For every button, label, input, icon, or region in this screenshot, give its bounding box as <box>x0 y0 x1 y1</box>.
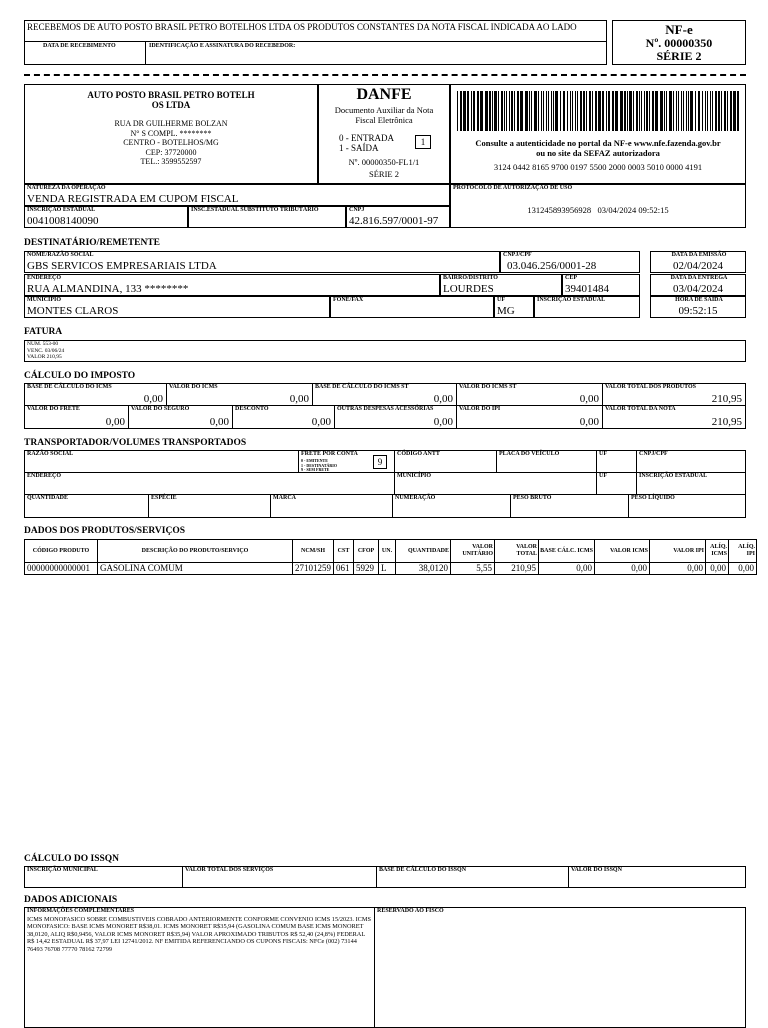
danfe-box <box>318 84 450 184</box>
barcode-bar <box>577 91 578 131</box>
natureza-value: VENDA REGISTRADA EM CUPOM FISCAL <box>27 193 239 205</box>
barcode-bar <box>457 91 458 131</box>
barcode-bar <box>718 91 720 131</box>
iest-field: INSC.ESTADUAL SUBSTITUTO TRIBUTÁRIO <box>188 206 346 228</box>
imposto-title: CÁLCULO DO IMPOSTO <box>24 371 136 381</box>
barcode-bar <box>644 91 645 131</box>
barcode-bar <box>636 91 638 131</box>
protocolo-value: 131245893956928 03/04/2024 09:52:15 <box>527 205 669 215</box>
protocolo-field: PROTOCOLO DE AUTORIZAÇÃO DE USO 131245893956928 03/04/2024 09:52:15 <box>450 184 746 228</box>
produtos-cell: 061 <box>334 563 354 575</box>
canhoto-text: RECEBEMOS DE AUTO POSTO BRASIL PETRO BOTELHOS LTDA OS PRODUTOS CONSTANTES DA NOTA FISCAL INDICADA AO LADO <box>27 22 577 32</box>
barcode-bar <box>489 91 491 131</box>
produtos-cell: 00000000000001 <box>25 563 98 575</box>
barcode-bar <box>583 91 585 131</box>
barcode-bar <box>534 91 537 131</box>
barcode-bar <box>551 91 552 131</box>
barcode-bar <box>664 91 665 131</box>
barcode-bar <box>646 91 648 131</box>
dest-ie: INSCRIÇÃO ESTADUAL <box>534 296 640 318</box>
barcode-bar <box>555 91 558 131</box>
produtos-cell: 210,95 <box>495 563 539 575</box>
barcode-bar <box>681 91 682 131</box>
barcode-bar <box>688 91 689 131</box>
barcode-bar <box>612 91 614 131</box>
barcode-bar <box>463 91 466 131</box>
adicionais-box: INFORMAÇÕES COMPLEMENTARES ICMS MONOFASICO SOBRE COMBUSTIVEIS COBRADO ANTERIORMENTE CONFORME CONVENIO ICMS 15/2023. ICMS MONOFASICO: BASE ICMS MONORET R$38,01. ICMS MONORET R$35,94 (GASOLINA COMUM BASE ICMS MONORET 38,0120, ALIQ R$0,9456, VALOR ICMS MONORET R$35,94) VALOR APROXIMADO TRIBUTOS R$ 52,40 (24,8%) FEDERAL R$ 14,42 ESTADUAL R$ 37,97 LEI 12741/2012. NF EMITIDA REFERENCIANDO OS CUPONS FISCAIS: NFCe (002) 73144 76493 76708 77770 78162 72799 RESERVADO AO FISCO <box>24 907 746 1028</box>
barcode-bar <box>514 91 515 131</box>
barcode-bar <box>690 91 693 131</box>
table-row <box>25 563 757 575</box>
barcode-bar <box>727 91 728 131</box>
barcode-bar <box>460 91 462 131</box>
barcode-bar <box>504 91 505 131</box>
barcode-bar <box>492 91 493 131</box>
barcode-bar <box>686 91 687 131</box>
danfe-serie: SÉRIE 2 <box>369 169 399 179</box>
barcode-bar <box>473 91 475 131</box>
emitente-box <box>24 84 318 184</box>
barcode-bar <box>548 91 549 131</box>
produtos-cell: 27101259 <box>293 563 334 575</box>
barcode-bar <box>705 91 706 131</box>
barcode-bar <box>572 91 573 131</box>
dest-municipio: MUNICÍPIO MONTES CLAROS <box>24 296 330 318</box>
barcode-bar <box>520 91 523 131</box>
produtos-header-cell: VALOR ICMS <box>595 540 650 563</box>
barcode-bar <box>624 91 626 131</box>
barcode-bar <box>715 91 717 131</box>
barcode-bar <box>655 91 658 131</box>
barcode-bar <box>563 91 565 131</box>
barcode-bar <box>608 91 610 131</box>
dest-endereco: ENDEREÇO RUA ALMANDINA, 133 ******** <box>24 274 440 296</box>
produtos-cell: 5929 <box>354 563 379 575</box>
barcode-bar <box>546 91 547 131</box>
barcode-bar <box>595 91 597 131</box>
imposto-box: BASE DE CÁLCULO DO ICMS 0,00 VALOR DO ICMS 0,00 BASE DE CÁLCULO DO ICMS ST 0,00 VALOR DO ICMS ST 0,00 VALOR TOTAL DOS PRODUTOS 210,95 VALOR DO FRETE 0,00 VALOR DO SEGURO 0,00 DESCONTO 0,00 OUTRAS DESPESAS ACESSÓRIAS 0,00 VALOR DO IPI 0,00 VALOR TOTAL DA NOTA 210,95 <box>24 383 746 429</box>
produtos-title: DADOS DOS PRODUTOS/SERVIÇOS <box>24 526 186 536</box>
produtos-header-cell: DESCRIÇÃO DO PRODUTO/SERVIÇO <box>98 540 293 563</box>
produtos-table <box>24 539 757 575</box>
barcode-bar <box>669 91 672 131</box>
fatura-title: FATURA <box>24 327 63 337</box>
barcode-bar <box>531 91 532 131</box>
barcode-bar <box>586 91 587 131</box>
barcode-bar <box>702 91 703 131</box>
issqn-box: INSCRIÇÃO MUNICIPAL VALOR TOTAL DOS SERVIÇOS BASE DE CÁLCULO DO ISSQN VALOR DO ISSQN <box>24 866 746 888</box>
produtos-header-cell: NCM/SH <box>293 540 334 563</box>
dest-fone: FONE/FAX <box>330 296 494 318</box>
barcode-bar <box>641 91 642 131</box>
danfe-numero: Nº. 00000350-FL1/1 <box>348 157 420 167</box>
barcode-bar <box>710 91 711 131</box>
produtos-header-cell: ALÍQ. ICMS <box>706 540 729 563</box>
canhoto <box>24 20 607 65</box>
produtos-cell: L <box>379 563 396 575</box>
danfe-tipo: 1 <box>415 135 431 149</box>
dest-emissao: DATA DA EMISSÃO 02/04/2024 <box>650 251 746 273</box>
data-recebimento-label: DATA DE RECEBIMENTO <box>43 43 116 49</box>
barcode-bar <box>541 91 542 131</box>
cnpj-field: CNPJ 42.816.597/0001-97 <box>346 206 450 228</box>
produtos-header-cell: ALÍQ. IPI <box>729 540 757 563</box>
barcode-bar <box>724 91 726 131</box>
produtos-cell: 0,00 <box>729 563 757 575</box>
barcode-bar <box>543 91 544 131</box>
emitente-address: RUA DR GUILHERME BOLZAN N° S COMPL. ******** CENTRO - BOTELHOS/MG CEP: 37720000 TEL.: 3599552597 <box>114 119 228 166</box>
barcode-bar <box>629 91 632 131</box>
danfe-saida: 1 - SAÍDA <box>339 143 379 153</box>
produtos-header-cell: BASE CÁLC. ICMS <box>539 540 595 563</box>
nfe-label: NF-e <box>665 22 693 37</box>
produtos-cell: 0,00 <box>595 563 650 575</box>
barcode-bar <box>633 91 634 131</box>
barcode-bar <box>627 91 628 131</box>
barcode-bar <box>602 91 604 131</box>
produtos-header-cell: CFOP <box>354 540 379 563</box>
barcode-bar <box>673 91 674 131</box>
barcode-bar <box>737 91 739 131</box>
cnpj-value: 42.816.597/0001-97 <box>349 215 439 227</box>
danfe-subtitle: Documento Auxiliar da Nota Fiscal Eletrônica <box>334 105 434 125</box>
danfe-entrada: 0 - ENTRADA <box>339 133 394 143</box>
barcode-bar <box>712 91 713 131</box>
barcode-bar <box>707 91 708 131</box>
dest-cnpj: CNPJ/CPF 03.046.256/0001-28 <box>500 251 640 273</box>
fatura-box: NUM. 553-00 VENC. 03/06/24 VALOR 210,95 <box>24 340 746 362</box>
barcode-bar <box>580 91 582 131</box>
barcode-bar <box>477 91 479 131</box>
produtos-cell: 0,00 <box>650 563 706 575</box>
frete-value: 9 <box>373 455 387 469</box>
ie-field: INSCRIÇÃO ESTADUAL 0041008140090 <box>24 206 188 228</box>
barcode-bar <box>494 91 497 131</box>
issqn-title: CÁLCULO DO ISSQN <box>24 854 120 864</box>
transp-title: TRANSPORTADOR/VOLUMES TRANSPORTADOS <box>24 438 247 448</box>
barcode-bar <box>511 91 513 131</box>
barcode-bar <box>529 91 530 131</box>
emitente-name: AUTO POSTO BRASIL PETRO BOTELH OS LTDA <box>87 90 255 110</box>
barcode-bar <box>553 91 554 131</box>
barcode-bar <box>660 91 663 131</box>
barcode-bar <box>598 91 601 131</box>
barcode-bar <box>509 91 510 131</box>
produtos-header-cell: CST <box>334 540 354 563</box>
nfe-serie: SÉRIE 2 <box>656 49 702 63</box>
barcode-bar <box>730 91 732 131</box>
barcode-bar <box>525 91 528 131</box>
barcode-bar <box>567 91 568 131</box>
produtos-header-cell: VALOR TOTAL <box>495 540 539 563</box>
transp-box: RAZÃO SOCIAL FRETE POR CONTA 0 - EMITENTE 1 - DESTINATÁRIO 9 - SEM FRETE 9 CÓDIGO ANTT PLACA DO VEÍCULO UF CNPJ/CPF ENDEREÇO MUNICÍPIO UF INSCRIÇÃO ESTADUAL QUANTIDADE ESPÉCIE MARCA NUMERAÇÃO PESO BRUTO PESO LÍQUIDO <box>24 450 746 518</box>
barcode-bar <box>721 91 722 131</box>
barcode-bar <box>560 91 561 131</box>
barcode-bar <box>683 91 684 131</box>
produtos-cell: 5,55 <box>451 563 495 575</box>
natureza-field: NATUREZA DA OPERAÇÃO VENDA REGISTRADA EM CUPOM FISCAL <box>24 184 450 206</box>
barcode-bar <box>575 91 576 131</box>
produtos-header-cell: UN. <box>379 540 396 563</box>
dest-cep: CEP 39401484 <box>562 274 640 296</box>
barcode-bar <box>649 91 650 131</box>
dest-saida: HORA DE SAÍDA 09:52:15 <box>650 296 746 318</box>
barcode-bar <box>698 91 700 131</box>
produtos-header-cell: VALOR UNITÁRIO <box>451 540 495 563</box>
barcode-bar <box>652 91 654 131</box>
nfe-numero: Nº. 00000350 <box>645 36 713 50</box>
dest-nome: NOME/RAZÃO SOCIAL GBS SERVICOS EMPRESARIAIS LTDA <box>24 251 500 273</box>
adicionais-title: DADOS ADICIONAIS <box>24 895 118 905</box>
barcode-bar <box>666 91 667 131</box>
barcode-bar <box>620 91 623 131</box>
informacoes-complementares: ICMS MONOFASICO SOBRE COMBUSTIVEIS COBRADO ANTERIORMENTE CONFORME CONVENIO ICMS 15/2023. ICMS MONOFASICO: BASE ICMS MONORET R$38,01. ICMS MONORET R$35,94 (GASOLINA COMUM BASE ICMS MONORET 38,0120, ALIQ R$0,9456, VALOR ICMS MONORET R$35,94) VALOR APROXIMADO TRIBUTOS R$ 52,40 (24,8%) FEDERAL R$ 14,42 ESTADUAL R$ 37,97 LEI 12741/2012. NF EMITIDA REFERENCIANDO OS CUPONS FISCAIS: NFCe (002) 73144 76493 76708 77770 78162 72799 <box>27 916 371 953</box>
barcode-bar <box>678 91 679 131</box>
barcode-bar <box>471 91 472 131</box>
dest-entrega: DATA DA ENTREGA 03/04/2024 <box>650 274 746 296</box>
destinatario-title: DESTINATÁRIO/REMETENTE <box>24 238 161 248</box>
barcode-bar <box>501 91 503 131</box>
produtos-header-cell: CÓDIGO PRODUTO <box>25 540 98 563</box>
dest-bairro: BAIRRO/DISTRITO LOURDES <box>440 274 562 296</box>
barcode-bar <box>606 91 607 131</box>
barcode-bar <box>615 91 618 131</box>
danfe-title: DANFE <box>356 86 412 103</box>
produtos-header-cell: VALOR IPI <box>650 540 706 563</box>
barcode-bar <box>592 91 593 131</box>
barcode-bar <box>733 91 736 131</box>
cut-line <box>24 74 746 76</box>
ie-value: 0041008140090 <box>27 215 99 227</box>
produtos-cell: GASOLINA COMUM <box>98 563 293 575</box>
canhoto-nfe <box>612 20 746 65</box>
dest-uf: UF MG <box>494 296 534 318</box>
barcode-bar <box>589 91 591 131</box>
chave-acesso: 3124 0442 8165 9700 0197 5500 2000 0003 5010 0000 4191 <box>493 162 703 172</box>
produtos-header-cell: QUANTIDADE <box>396 540 451 563</box>
barcode-bar <box>517 91 519 131</box>
produtos-cell: 0,00 <box>706 563 729 575</box>
barcode-bar <box>480 91 483 131</box>
barcode-bar <box>695 91 696 131</box>
identificacao-label: IDENTIFICAÇÃO E ASSINATURA DO RECEBEDOR: <box>149 43 296 49</box>
barcode-bar <box>498 91 499 131</box>
barcode-bar <box>506 91 507 131</box>
consulta-text: Consulte a autenticidade no portal da NF-e www.nfe.fazenda.gov.br ou no site da SEFAZ autorizadora <box>475 138 721 158</box>
barcode-bar <box>570 91 571 131</box>
produtos-cell: 38,0120 <box>396 563 451 575</box>
barcode-bar <box>538 91 539 131</box>
barcode <box>457 91 739 131</box>
barcode-bar <box>485 91 488 131</box>
barcode-bar <box>467 91 469 131</box>
produtos-cell: 0,00 <box>539 563 595 575</box>
barcode-box <box>450 84 746 184</box>
barcode-bar <box>676 91 677 131</box>
barcode-bar <box>639 91 640 131</box>
